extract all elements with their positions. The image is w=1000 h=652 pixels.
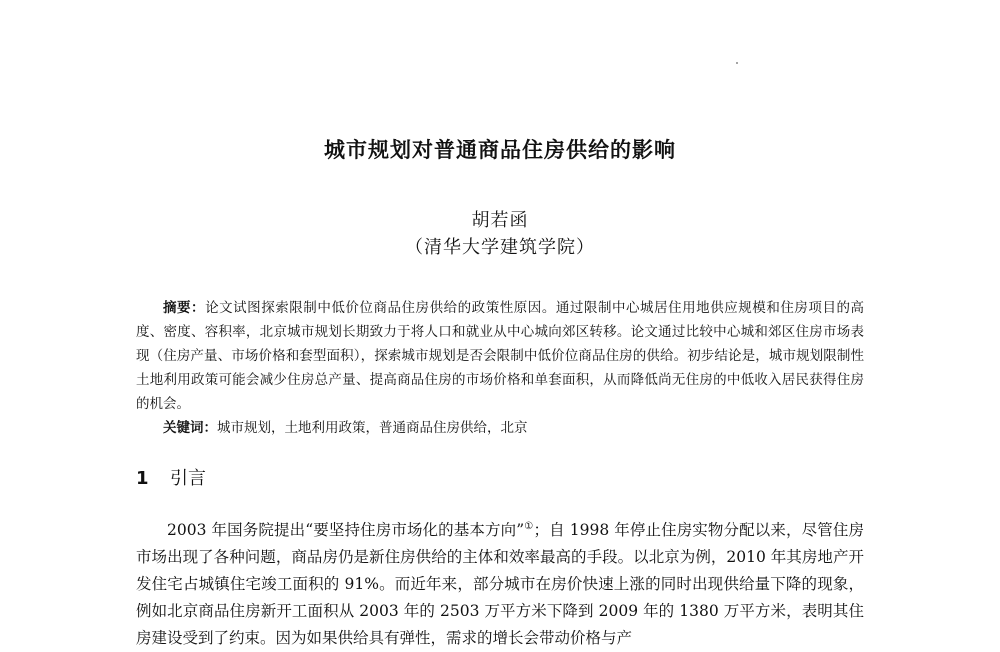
scan-speck: [736, 62, 738, 64]
intro-paragraph: [136, 513, 864, 652]
intro-text-part2: ；自 1998 年停止住房实物分配以来，尽管住房市场出现了各种问题，商品房仍是新住房供给的主体和效率最高的手段。以北京为例，2010 年其房地产开发住宅占城镇住宅竣工面积的 91%。而近年来，部分城市在房价快速上涨的同时出现供给量下降的现象，例如北京商品住房新开工面积从 2003 年的 2503 万平方米下降到 2009 年的 1380 万平方米，表明其住房建设受到了约束。因为如果供给具有弹性，需求的增长会带动价格与产: [136, 521, 864, 648]
abstract-text: 论文试图探索限制中低价位商品住房供给的政策性原因。通过限制中心城居住用地供应规模和住房项目的高度、密度、容积率，北京城市规划长期致力于将人口和就业从中心城向郊区转移。论文通过比较中心城和郊区住房市场表现（住房产量、市场价格和套型面积），探索城市规划是否会限制中低价位商品住房的供给。初步结论是，城市规划限制性土地利用政策可能会减少住房总产量、提高商品住房的市场价格和单套面积，从而降低尚无住房的中低收入居民获得住房的机会。: [136, 300, 865, 412]
keywords-label: 关键词：: [163, 420, 217, 436]
section-number: 1: [136, 468, 149, 489]
keywords: [136, 416, 864, 440]
section-title: 引言: [170, 468, 206, 489]
intro-text-part1: 2003 年国务院提出“要坚持住房市场化的基本方向”: [167, 521, 525, 540]
author-name: 胡若函: [471, 210, 529, 231]
keywords-text: 城市规划，土地利用政策，普通商品住房供给，北京: [217, 420, 528, 436]
abstract-label: 摘要：: [163, 300, 206, 316]
abstract: [136, 296, 864, 416]
author-affiliation: （清华大学建筑学院）: [405, 237, 595, 258]
section-heading-intro: [136, 464, 206, 490]
paper-title: 城市规划对普通商品住房供给的影响: [324, 138, 676, 162]
footnote-marker[interactable]: ①: [524, 521, 534, 532]
